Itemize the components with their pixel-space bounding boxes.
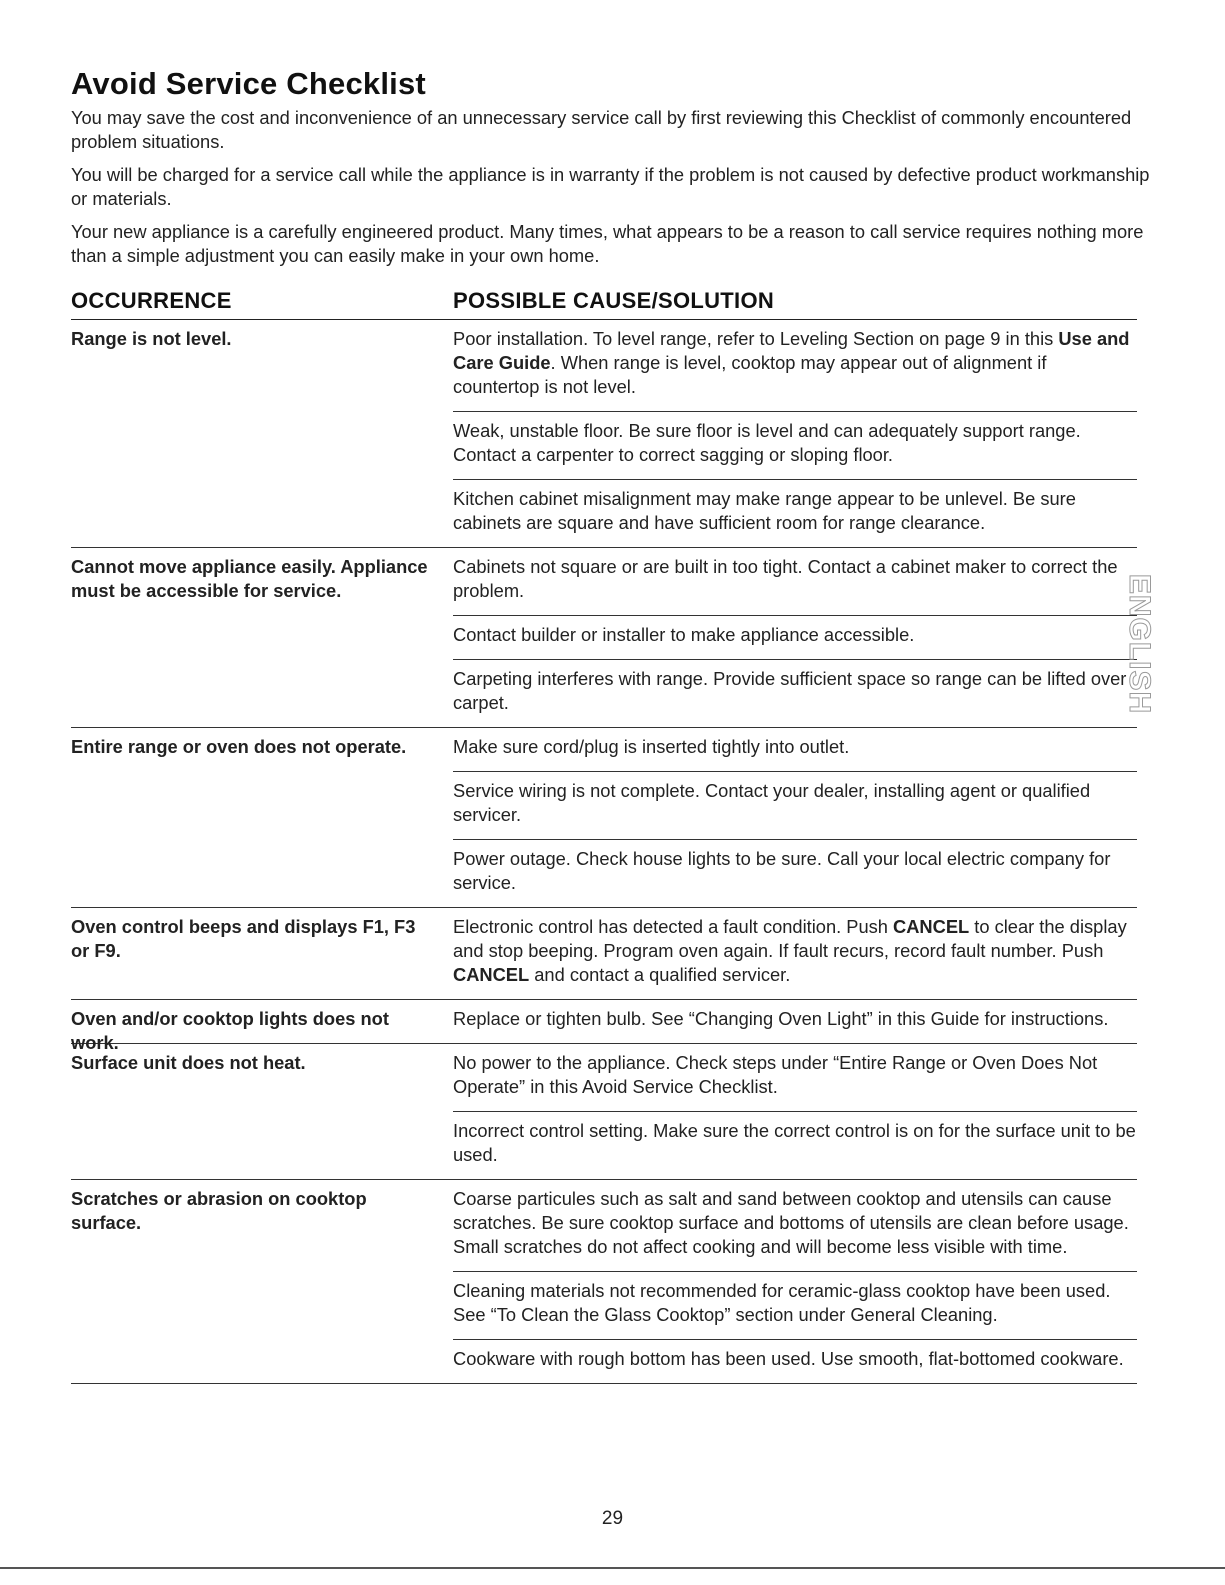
intro-paragraph: You may save the cost and inconvenience of an unnecessary service call by first reviewing this Checklist of commonly encountered problem situations. [71,107,1132,152]
checklist-table [71,320,1137,1384]
solution-item [453,771,1137,839]
solution-item [453,1339,1137,1383]
solution-text: Carpeting interferes with range. Provide sufficient space so range can be lifted over carpet. [453,668,1127,713]
occurrence-cell: Cannot move appliance easily. Appliance must be accessible for service. [71,556,428,601]
emphasis-text: CANCEL [453,964,530,985]
emphasis-text: CANCEL [893,916,970,937]
solution-text: Cabinets not square or are built in too tight. Contact a cabinet maker to correct the problem. [453,556,1118,601]
solution-cell [453,1000,1137,1043]
solution-text: Kitchen cabinet misalignment may make range appear to be unlevel. Be sure cabinets are square and have sufficient room for range clearance. [453,488,1076,533]
solution-item [453,548,1137,615]
solution-text: Electronic control has detected a fault condition. Push [453,916,894,937]
solution-item [453,839,1137,907]
table-row [71,908,1137,1000]
occurrence-header: OCCURRENCE [71,288,232,313]
table-row [71,1180,1137,1384]
emphasis-text: Use and Care Guide [453,328,1130,373]
solution-cell [453,728,1137,907]
solution-item [453,1180,1137,1271]
page-title: Avoid Service Checklist [71,66,426,101]
solution-item [453,1111,1137,1179]
solution-text: Weak, unstable floor. Be sure floor is level and can adequately support range. Contact a carpenter to correct sagging or sloping floor. [453,420,1081,465]
solution-text: and contact a qualified servicer. [529,964,791,985]
occurrence-cell: Range is not level. [71,328,232,349]
solution-item [453,615,1137,659]
solution-text: Power outage. Check house lights to be sure. Call your local electric company for service. [453,848,1111,893]
bottom-rule [0,1567,1225,1569]
occurrence-cell: Scratches or abrasion on cooktop surface. [71,1188,367,1233]
intro-paragraph: You will be charged for a service call while the appliance is in warranty if the problem is not caused by defective product workmanship or materials. [71,164,1150,209]
solution-text: Cleaning materials not recommended for ceramic-glass cooktop have been used. See “To Clean the Glass Cooktop” section under General Cleaning. [453,1280,1111,1325]
solution-cell [453,908,1137,999]
intro-paragraph: Your new appliance is a carefully engineered product. Many times, what appears to be a reason to call service requires nothing more than a simple adjustment you can easily make in your own home. [71,221,1144,266]
table-row [71,728,1137,908]
solution-item [453,411,1137,479]
occurrence-cell: Surface unit does not heat. [71,1052,306,1073]
solution-cell [453,320,1137,547]
table-row [71,1000,1137,1053]
solution-text: Replace or tighten bulb. See “Changing Oven Light” in this Guide for instructions. [453,1008,1109,1029]
solution-item [453,320,1137,411]
occurrence-cell: Oven and/or cooktop lights does not work. [71,1008,389,1053]
solution-text: Contact builder or installer to make appliance accessible. [453,624,915,645]
solution-text: Poor installation. To level range, refer to Leveling Section on page 9 in this [453,328,1059,349]
table-row [71,1044,1137,1180]
occurrence-cell: Entire range or oven does not operate. [71,736,407,757]
checklist-header [71,288,1137,320]
solution-header: POSSIBLE CAUSE/SOLUTION [453,288,775,313]
table-row [71,320,1137,548]
solution-cell [453,548,1137,727]
solution-cell [453,1180,1137,1383]
table-row [71,548,1137,728]
solution-text: to clear the display and stop beeping. Program oven again. If fault recurs, record fault number. Push [453,916,1127,961]
solution-item [453,908,1137,999]
solution-text: Coarse particules such as salt and sand between cooktop and utensils can cause scratches. Be sure cooktop surface and bottoms of utensils are clean before usage. Small scratches do not affect cooking and will become less visible with time. [453,1188,1129,1257]
language-label: ENGLISH [1123,573,1157,715]
solution-item [453,728,1137,771]
page-number: 29 [601,1508,624,1529]
solution-text: No power to the appliance. Check steps under “Entire Range or Oven Does Not Operate” in this Avoid Service Checklist. [453,1052,1098,1097]
intro-text [71,106,1151,277]
occurrence-cell: Oven control beeps and displays F1, F3 or F9. [71,916,416,961]
solution-text: Service wiring is not complete. Contact your dealer, installing agent or qualified servicer. [453,780,1091,825]
solution-item [453,1044,1137,1111]
solution-text: Incorrect control setting. Make sure the correct control is on for the surface unit to be used. [453,1120,1136,1165]
solution-item [453,659,1137,727]
solution-text: Make sure cord/plug is inserted tightly into outlet. [453,736,850,757]
solution-item [453,1000,1137,1043]
solution-text: . When range is level, cooktop may appear out of alignment if countertop is not level. [453,352,1047,397]
solution-item [453,1271,1137,1339]
language-side-tab [1123,569,1157,719]
solution-text: Cookware with rough bottom has been used. Use smooth, flat-bottomed cookware. [453,1348,1124,1369]
solution-item [453,479,1137,547]
solution-cell [453,1044,1137,1179]
